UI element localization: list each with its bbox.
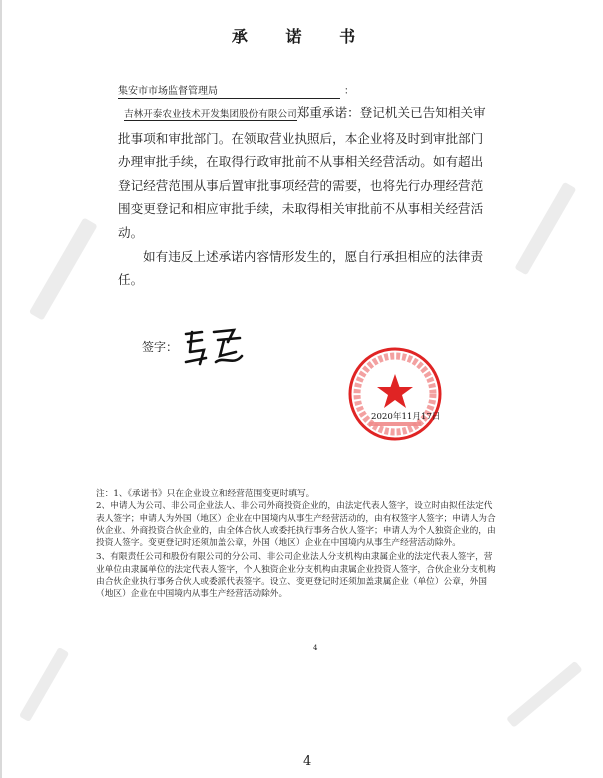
commitment-paragraph-1	[118, 101, 494, 245]
signature-area	[118, 326, 518, 446]
addressee-name: 集安市市场监督管理局	[118, 82, 340, 99]
handwritten-signature	[178, 322, 248, 370]
note-1: 注：1、《承诺书》只在企业设立和经营范围变更时填写。	[96, 489, 315, 499]
notes-section	[96, 488, 496, 601]
company-name: 吉林开泰农业技术开发集团股份有限公司	[124, 109, 297, 120]
commitment-text: 郑重承诺：登记机关已告知相关审批事项和审批部门。在领取营业执照后，本企业将及时到审批部门办理审批手续，在取得行政审批前不从事相关经营活动。如有超出登记经营范围从事后置审批事项经营的需要，也将先行办理经营范围变更登记和相应审批手续，未取得相关审批前不从事相关经营活动。	[118, 105, 486, 240]
liability-paragraph: 如有违反上述承诺内容情形发生的，愿自行承担相应的法律责任。	[118, 248, 484, 288]
page-number-inner: 4	[313, 644, 318, 652]
page-number-outer: 4	[303, 754, 312, 769]
seal-date: 2020年11月17日	[371, 412, 441, 422]
commitment-body	[118, 101, 494, 292]
watermark-bottom-left	[0, 640, 90, 730]
watermark-bottom-right	[490, 650, 600, 740]
watermark-left	[0, 160, 130, 380]
note-2: 2、申请人为公司、非公司企业法人、非公司外商投资企业的，由法定代表人签字，设立时由拟任法定代表人签字；申请人为外国（地区）企业在中国境内从事生产经营活动的，由有权签字人签字；申请人为合伙企业、外商投资合伙企业的，由全体合伙人或委托执行事务合伙人签字；申请人为个人独资企业的，由投资人签字。变更登记时还须加盖公章，外国（地区）企业在中国境内从事生产经营活动除外。	[96, 501, 496, 549]
watermark-right	[493, 120, 603, 340]
signature-label: 签字：	[142, 340, 179, 354]
note-3: 3、有限责任公司和股份有限公司的分公司、非公司企业法人分支机构由隶属企业的法定代表人签字，营业单位由隶属单位的法定代表人签字，个人独资企业分支机构由隶属企业投资人签字，合伙企业分支机构由合伙企业执行事务合伙人或委派代表签字。设立、变更登记时还须加盖隶属企业（单位）公章，外国（地区）企业在中国境内从事生产经营活动除外。	[96, 552, 496, 600]
document-title: 承 诺 书	[231, 27, 372, 46]
company-seal	[345, 344, 445, 444]
addressee-line	[118, 82, 354, 99]
addressee-colon: ：	[344, 86, 354, 97]
